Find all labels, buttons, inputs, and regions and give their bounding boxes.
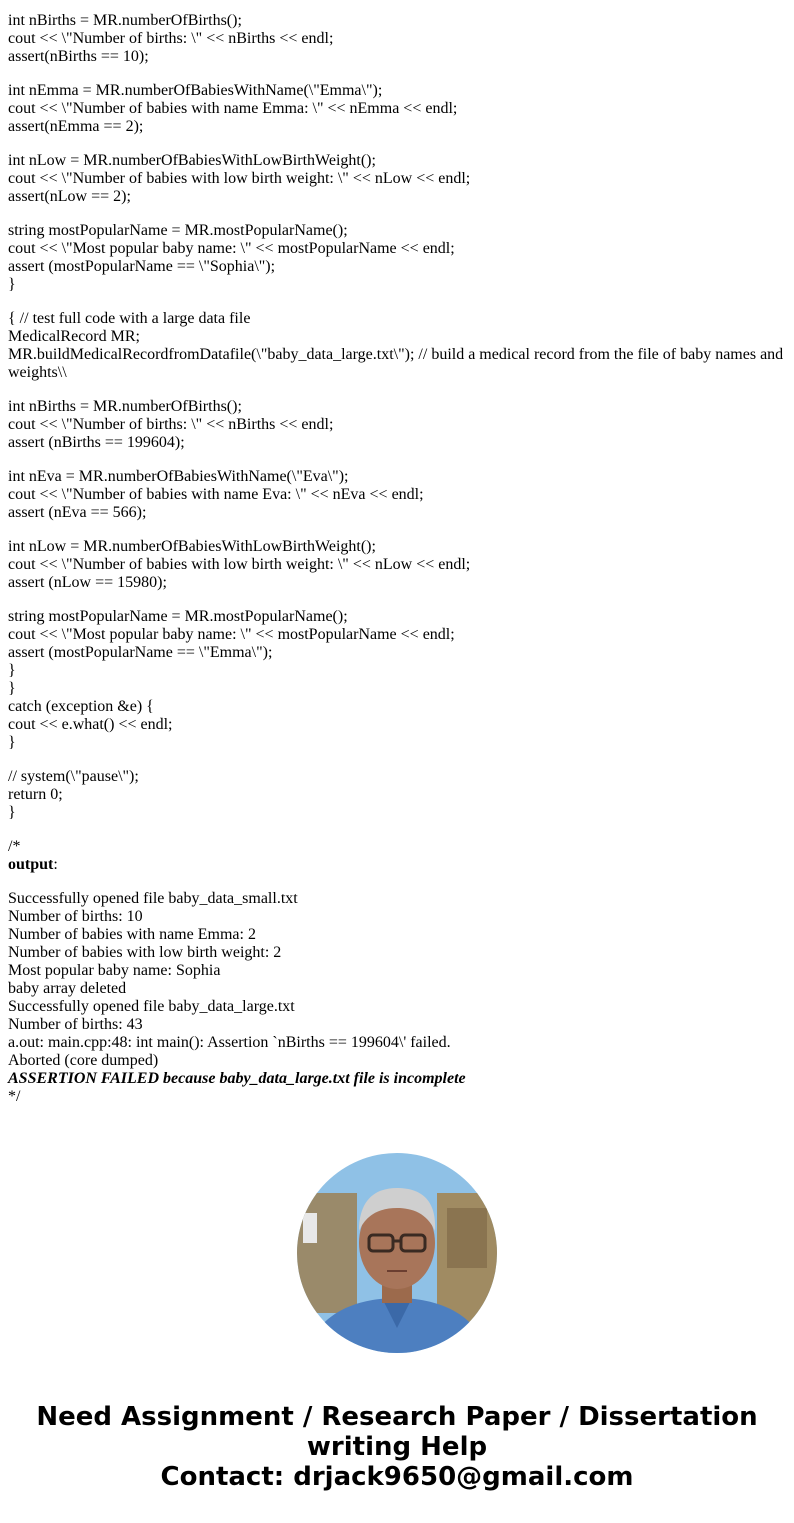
output-colon: :: [53, 856, 58, 873]
output-line: Successfully opened file baby_data_small.txt: [8, 890, 298, 907]
code-line: assert(nBirths == 10);: [8, 48, 149, 65]
code-line: int nBirths = MR.numberOfBirths();: [8, 398, 242, 415]
code-line: // system(\"pause\");: [8, 768, 139, 785]
promo-banner: [0, 1402, 794, 1492]
code-line: assert (mostPopularName == \"Emma\");: [8, 644, 273, 661]
output-line: Number of babies with low birth weight: 2: [8, 944, 282, 961]
output-line: Number of births: 43: [8, 1016, 143, 1033]
code-paragraph: [8, 12, 788, 66]
code-line: return 0;: [8, 786, 63, 803]
code-paragraph: [8, 310, 788, 382]
code-paragraph: [8, 468, 788, 522]
author-portrait-image: [297, 1153, 497, 1353]
code-line: int nLow = MR.numberOfBabiesWithLowBirthWeight();: [8, 538, 376, 555]
code-line: cout << \"Number of births: \" << nBirths << endl;: [8, 30, 334, 47]
code-listing: [8, 12, 788, 822]
output-line: Successfully opened file baby_data_large.txt: [8, 998, 295, 1015]
comment-open: /*: [8, 838, 21, 855]
code-line: string mostPopularName = MR.mostPopularName();: [8, 608, 348, 625]
author-avatar: [297, 1153, 497, 1353]
output-line: baby array deleted: [8, 980, 127, 997]
output-line: a.out: main.cpp:48: int main(): Assertion `nBirths == 199604\' failed.: [8, 1034, 451, 1051]
code-line: assert (nBirths == 199604);: [8, 434, 185, 451]
code-paragraph: [8, 82, 788, 136]
code-line: assert(nEmma == 2);: [8, 118, 144, 135]
code-line: MR.buildMedicalRecordfromDatafile(\"baby_data_large.txt\"); // build a medical record from the file of baby names and weights\\: [8, 346, 788, 381]
output-line: Number of babies with name Emma: 2: [8, 926, 256, 943]
code-paragraph: [8, 768, 788, 822]
output-heading: [8, 856, 788, 874]
code-line: cout << \"Number of births: \" << nBirths << endl;: [8, 416, 334, 433]
output-lines: [8, 890, 788, 1070]
code-line: int nLow = MR.numberOfBabiesWithLowBirthWeight();: [8, 152, 376, 169]
code-line: int nBirths = MR.numberOfBirths();: [8, 12, 242, 29]
output-log: [8, 890, 788, 1106]
code-line: cout << \"Number of babies with low birth weight: \" << nLow << endl;: [8, 556, 471, 573]
code-line: assert(nLow == 2);: [8, 188, 131, 205]
code-paragraph: [8, 538, 788, 592]
code-line: assert (nLow == 15980);: [8, 574, 167, 591]
code-line: cout << \"Number of babies with name Emma: \" << nEmma << endl;: [8, 100, 458, 117]
output-line: Number of births: 10: [8, 908, 143, 925]
code-line: catch (exception &e) {: [8, 698, 154, 715]
code-line: }: [8, 276, 16, 293]
code-paragraph: [8, 608, 788, 752]
output-section: [8, 838, 788, 874]
code-line: cout << \"Most popular baby name: \" << mostPopularName << endl;: [8, 626, 455, 643]
output-line: Most popular baby name: Sophia: [8, 962, 221, 979]
promo-line-1: Need Assignment / Research Paper / Dissertation: [36, 1402, 758, 1432]
code-line: cout << \"Most popular baby name: \" << mostPopularName << endl;: [8, 240, 455, 257]
code-line: cout << \"Number of babies with low birth weight: \" << nLow << endl;: [8, 170, 471, 187]
code-line: assert (nEva == 566);: [8, 504, 147, 521]
code-line: }: [8, 734, 16, 751]
output-label: output: [8, 856, 54, 873]
code-line: MedicalRecord MR;: [8, 328, 140, 345]
code-line: cout << e.what() << endl;: [8, 716, 173, 733]
code-line: assert (mostPopularName == \"Sophia\");: [8, 258, 276, 275]
code-line: int nEva = MR.numberOfBabiesWithName(\"Eva\");: [8, 468, 349, 485]
code-line: }: [8, 662, 16, 679]
code-line: { // test full code with a large data file: [8, 310, 251, 327]
code-line: string mostPopularName = MR.mostPopularName();: [8, 222, 348, 239]
comment-close: */: [8, 1088, 21, 1105]
code-line: }: [8, 804, 16, 821]
code-paragraph: [8, 222, 788, 294]
code-line: cout << \"Number of babies with name Eva: \" << nEva << endl;: [8, 486, 424, 503]
code-line: int nEmma = MR.numberOfBabiesWithName(\"Emma\");: [8, 82, 383, 99]
promo-line-2: writing Help: [306, 1432, 488, 1462]
code-paragraph: [8, 398, 788, 452]
code-line: }: [8, 680, 16, 697]
document-body: [8, 12, 788, 1122]
output-line: Aborted (core dumped): [8, 1052, 159, 1069]
code-paragraph: [8, 152, 788, 206]
promo-line-3: Contact: drjack9650@gmail.com: [160, 1462, 634, 1492]
assertion-note: ASSERTION FAILED because baby_data_large.txt file is incomplete: [8, 1070, 466, 1087]
